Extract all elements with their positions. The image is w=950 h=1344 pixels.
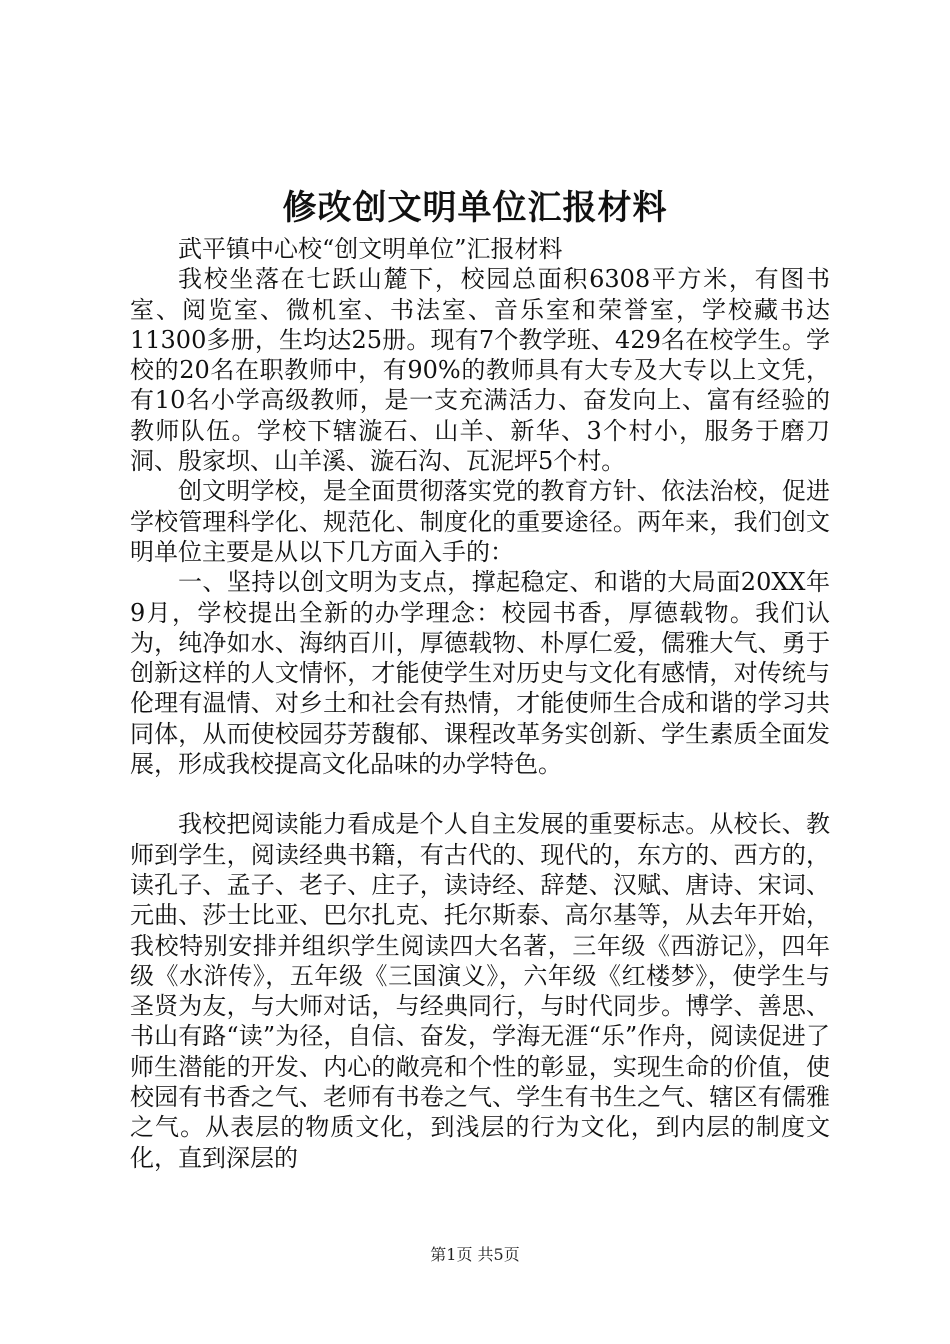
paragraph-heading: 武平镇中心校“创文明单位”汇报材料 (178, 235, 563, 263)
paragraph-school-overview: 我校坐落在七跃山麓下，校园总面积6308平方米，有图书室、阅览室、微机室、书法室、音乐室和荣誉室，学校藏书达11300多册，生均达25册。现有7个教学班、429名在校学生。学校的20名在职教师中，有90%的教师具有大专及大专以上文凭，有10名小学高级教师，是一支充满活力、奋发向上、富有经验的教师队伍。学校下辖漩石、山羊、新华、3个村小，服务于磨刀洞、殷家坝、山羊溪、漩石沟、瓦泥坪5个村。 (130, 265, 830, 476)
page-footer: 第1页 共5页 (430, 1245, 520, 1264)
document-body (130, 234, 830, 1173)
paragraph-spacer (130, 779, 830, 809)
document-title: 修改创文明单位汇报材料 (282, 188, 668, 228)
paragraph-section-one: 一、坚持以创文明为支点，撑起稳定、和谐的大局面20XX年9月，学校提出全新的办学理念：校园书香，厚德载物。我们认为，纯净如水、海纳百川，厚德载物、朴厚仁爱，儒雅大气、勇于创新这样的人文情怀，才能使学生对历史与文化有感情，对传统与伦理有温情、对乡土和社会有热情，才能使师生合成和谐的学习共同体，从而使校园芬芳馥郁、课程改革务实创新、学生素质全面发展，形成我校提高文化品味的办学特色。 (130, 568, 830, 779)
paragraph-reading: 我校把阅读能力看成是个人自主发展的重要标志。从校长、教师到学生，阅读经典书籍，有古代的、现代的，东方的、西方的，读孔子、孟子、老子、庄子，读诗经、辞楚、汉赋、唐诗、宋词、元曲、莎士比亚、巴尔扎克、托尔斯泰、高尔基等，从去年开始，我校特别安排并组织学生阅读四大名著，三年级《西游记》，四年级《水浒传》，五年级《三国演义》，六年级《红楼梦》，使学生与圣贤为友，与大师对话，与经典同行，与时代同步。博学、善思、书山有路“读”为径，自信、奋发，学海无涯“乐”作舟，阅读促进了师生潜能的开发、内心的敞亮和个性的彰显，实现生命的价值，使校园有书香之气、老师有书卷之气、学生有书生之气、辖区有儒雅之气。从表层的物质文化，到浅层的行为文化，到内层的制度文化，直到深层的 (130, 810, 830, 1172)
paragraph-civilized-school: 创文明学校，是全面贯彻落实党的教育方针、依法治校，促进学校管理科学化、规范化、制度化的重要途径。两年来，我们创文明单位主要是从以下几方面入手的： (130, 477, 830, 566)
